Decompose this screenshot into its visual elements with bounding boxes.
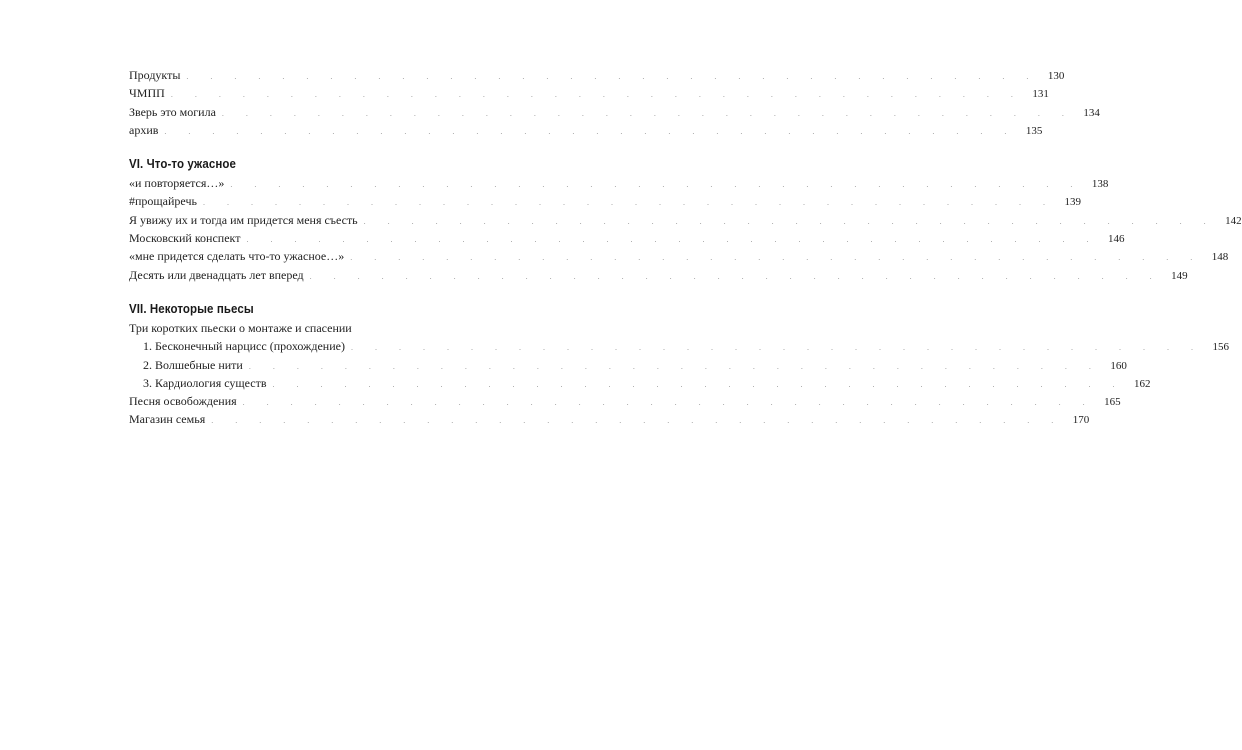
dot-leader: . . . . . . . . . . . . . . . . . . . . . . . . . . . . . . . . . . . . [186, 72, 1039, 81]
toc-entry-title: «мне придется сделать что-то ужасное…» [129, 249, 345, 264]
dot-leader: . . . . . . . . . . . . . . . . . . . . . . . . . . . . . . . . . . . . [248, 361, 1101, 371]
dot-leader: . . . . . . . . . . . . . . . . . . . . . . . . . . . . . . . . . . . . [309, 271, 1162, 281]
table-of-contents [129, 66, 1242, 445]
toc-entry-page: 148 [1211, 251, 1229, 264]
toc-entry-page: 162 [1134, 377, 1151, 390]
toc-entry-page: 156 [1212, 341, 1229, 354]
toc-entry-title: Московский конспект [129, 231, 241, 246]
dot-leader: . . . . . . . . . . . . . . . . . . . . . . . . . . . . . . . . . . . . [230, 180, 1083, 190]
toc-entry [129, 192, 1081, 210]
toc-entry [129, 410, 1090, 428]
toc-entry [129, 174, 1109, 192]
toc-entry [129, 211, 1242, 229]
dot-leader: . . . . . . . . . . . . . . . . . . . . . . . . . . . . . . . . . . . . [164, 126, 1017, 136]
toc-entry-page: 165 [1104, 396, 1121, 409]
toc-entry-page: 130 [1047, 70, 1065, 82]
toc-entry-title: архив [129, 122, 159, 137]
toc-entry-page: 149 [1171, 269, 1188, 282]
toc-entry [129, 84, 1049, 102]
toc-entry-page: 134 [1083, 106, 1100, 119]
toc-entry-title: Магазин семья [129, 412, 206, 427]
toc-section-vii [129, 300, 1229, 429]
toc-sub-entry [129, 337, 1229, 355]
toc-entry-title: Я увижу их и тогда им придется меня съесть [129, 212, 358, 227]
dot-leader: . . . . . . . . . . . . . . . . . . . . . . . . . . . . . . . . . . . . [246, 235, 1099, 245]
toc-entry-title: Зверь это могила [129, 104, 216, 119]
toc-sub-entry [129, 374, 1151, 392]
toc-entry [129, 266, 1188, 284]
dot-leader: . . . . . . . . . . . . . . . . . . . . . . . . . . . . . . . . . . . . [242, 398, 1095, 408]
toc-entry-title: Песня освобождения [129, 394, 237, 409]
toc-entry-title: ЧМПП [129, 86, 165, 101]
toc-entry-title: Десять или двенадцать лет вперед [129, 267, 304, 282]
toc-entry [129, 103, 1100, 121]
toc-entry [129, 66, 1065, 84]
toc-section-vi [129, 155, 1242, 284]
toc-entry-title: «и повторяется…» [129, 176, 225, 191]
toc-entry-page: 146 [1107, 233, 1125, 246]
toc-entry-page: 170 [1072, 414, 1090, 427]
dot-leader: . . . . . . . . . . . . . . . . . . . . . . . . . . . . . . . . . . . . [350, 253, 1203, 263]
toc-group-title: Три коротких пьески о монтаже и спасении [129, 320, 352, 335]
dot-leader: . . . . . . . . . . . . . . . . . . . . . . . . . . . . . . . . . . . . [221, 108, 1074, 118]
dot-leader: . . . . . . . . . . . . . . . . . . . . . . . . . . . . . . . . . . . . [363, 216, 1216, 226]
toc-entry-title: 3. Кардиология существ [143, 375, 267, 390]
toc-entry-title: Продукты [129, 68, 181, 82]
dot-leader: . . . . . . . . . . . . . . . . . . . . . . . . . . . . . . . . . . . . [211, 416, 1064, 426]
toc-entry [129, 229, 1125, 247]
toc-entry-title: 1. Бесконечный нарцисс (прохождение) [143, 339, 345, 354]
dot-leader: . . . . . . . . . . . . . . . . . . . . . . . . . . . . . . . . . . . . [272, 379, 1125, 389]
toc-entry-page: 131 [1032, 88, 1049, 101]
toc-entry-page: 135 [1025, 124, 1043, 137]
toc-entry-title: 2. Волшебные нити [143, 357, 243, 372]
toc-entry-page: 139 [1064, 196, 1081, 209]
toc-entry [129, 247, 1229, 265]
section-heading: VI. Что-то ужасное [129, 157, 237, 172]
toc-sub-entry [129, 356, 1127, 374]
section-heading: VII. Некоторые пьесы [129, 301, 254, 316]
dot-leader: . . . . . . . . . . . . . . . . . . . . . . . . . . . . . . . . . . . . [170, 90, 1023, 100]
toc-entry-title: #прощайречь [129, 194, 197, 209]
toc-entry [129, 392, 1121, 410]
dot-leader: . . . . . . . . . . . . . . . . . . . . . . . . . . . . . . . . . . . . [202, 198, 1055, 208]
dot-leader: . . . . . . . . . . . . . . . . . . . . . . . . . . . . . . . . . . . . [350, 343, 1203, 353]
toc-section-continued [129, 66, 1100, 139]
toc-entry [129, 121, 1043, 139]
toc-entry-page: 160 [1110, 359, 1127, 372]
toc-entry-page: 142 [1225, 214, 1242, 227]
toc-entry-page: 138 [1091, 178, 1109, 191]
